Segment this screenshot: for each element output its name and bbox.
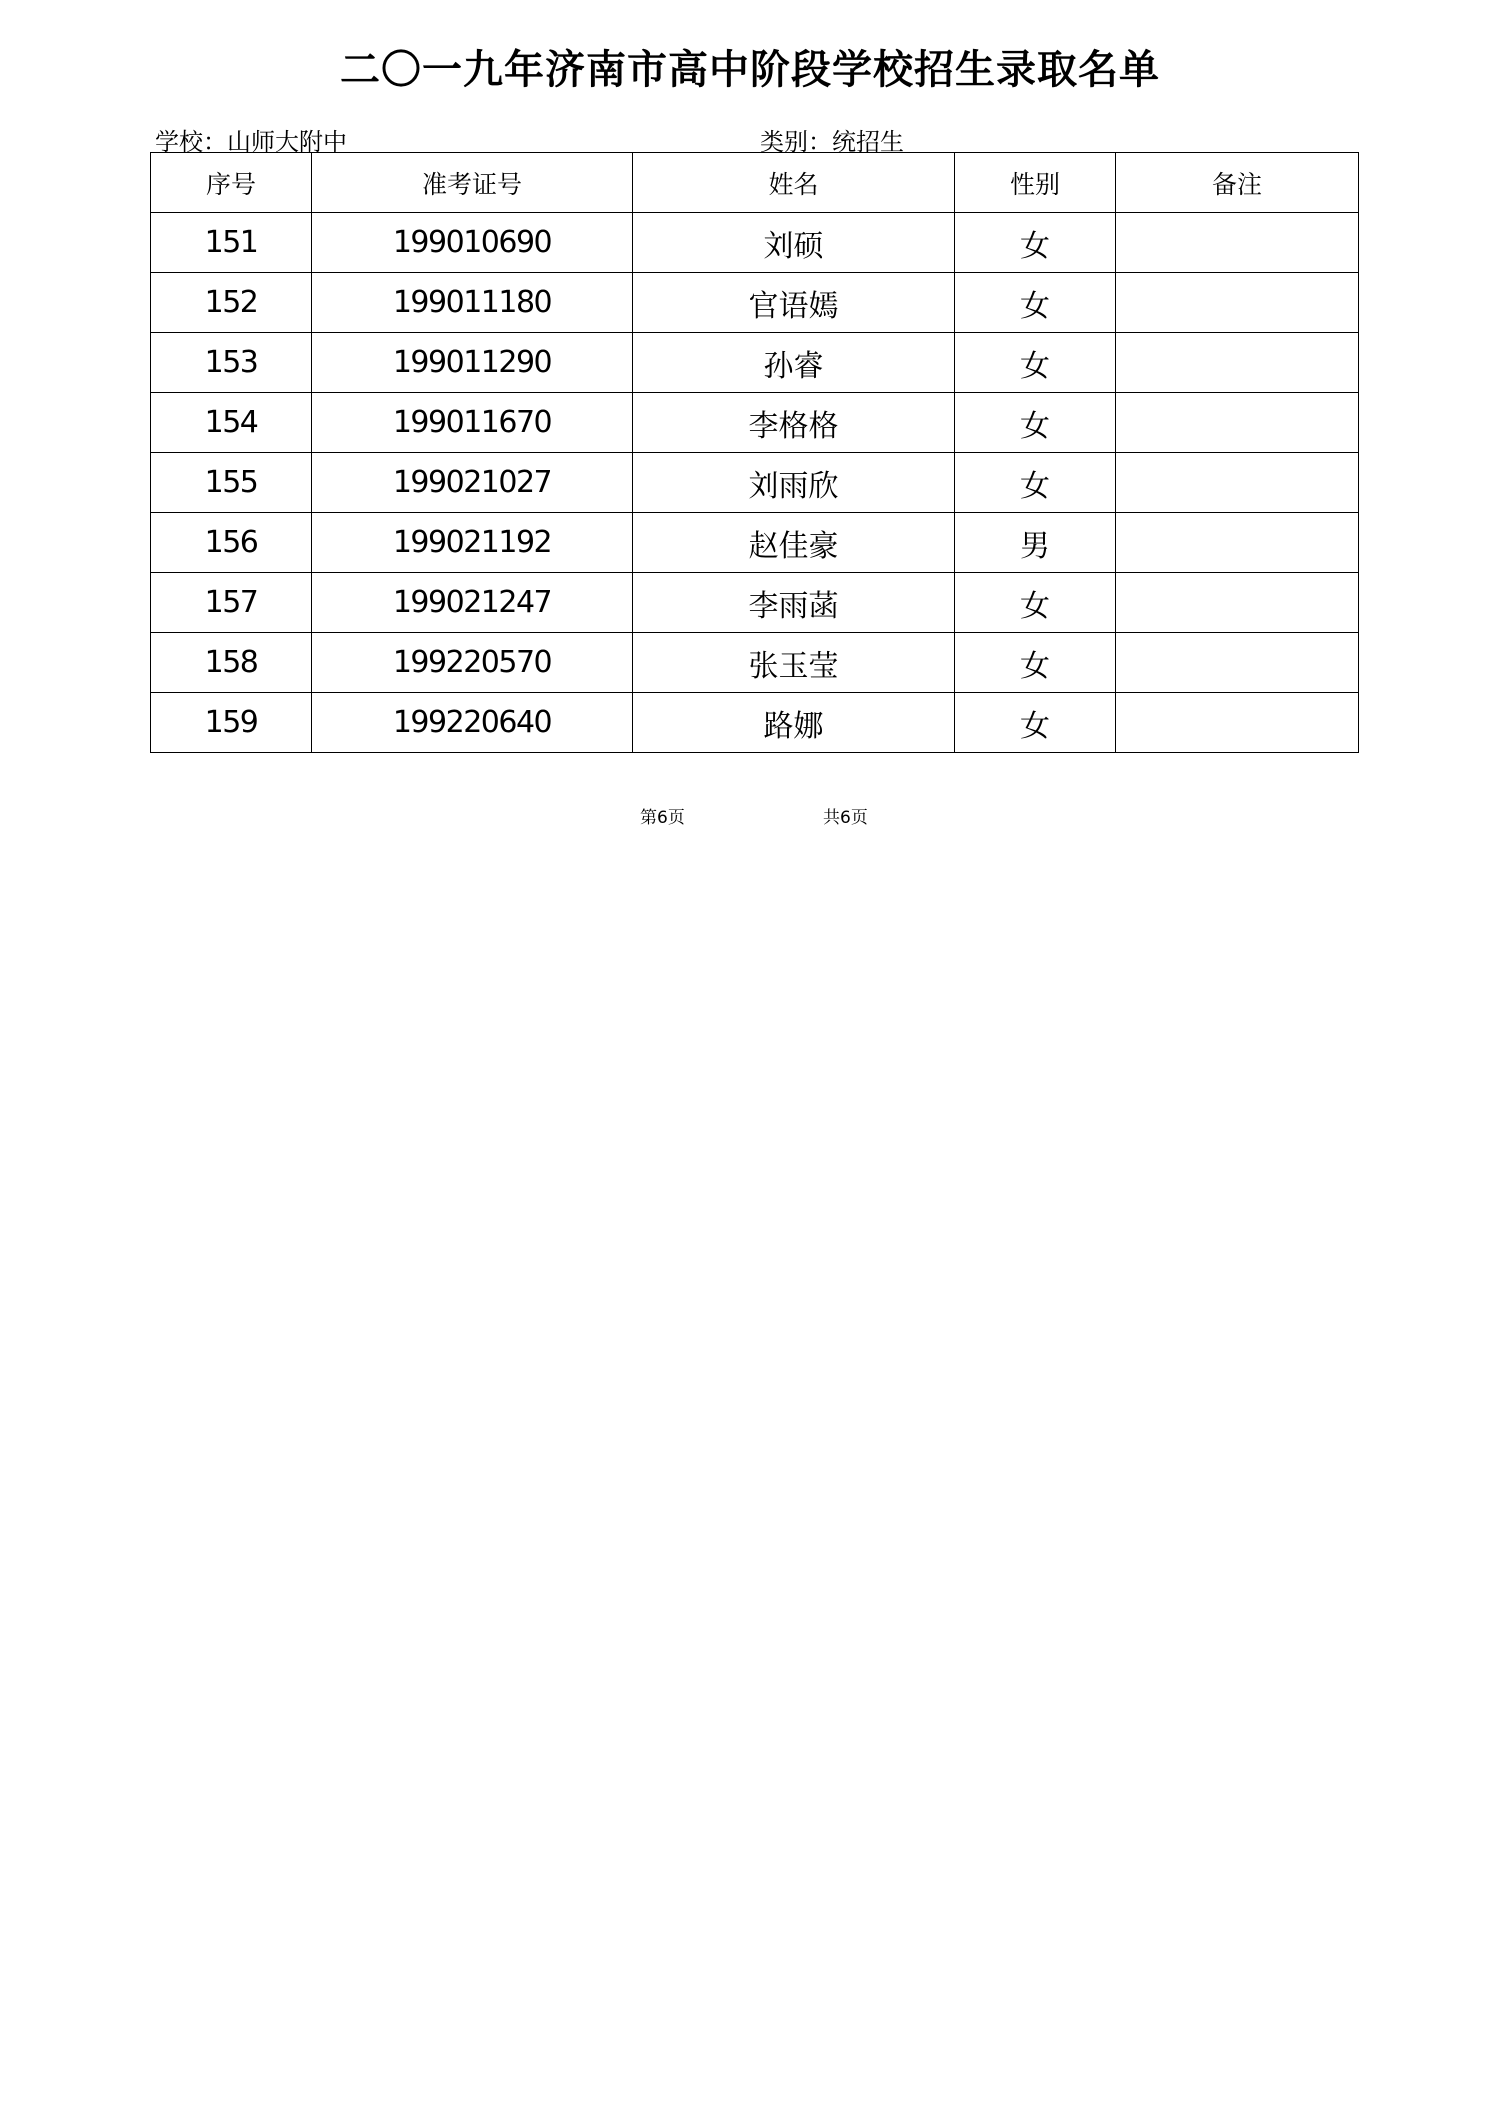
- cell-note: [1116, 213, 1359, 273]
- cell-gender: 女: [955, 633, 1116, 693]
- cell-seq: 157: [151, 573, 312, 633]
- cell-gender: 女: [955, 693, 1116, 753]
- header-exam-no: 准考证号: [312, 153, 633, 213]
- page-total: 共6页: [823, 808, 868, 828]
- cell-name: 路娜: [633, 693, 955, 753]
- cell-gender: 女: [955, 453, 1116, 513]
- cell-name: 孙睿: [633, 333, 955, 393]
- table-row: [151, 273, 1359, 333]
- cell-seq: 156: [151, 513, 312, 573]
- cell-name: 赵佳豪: [633, 513, 955, 573]
- cell-name: 李格格: [633, 393, 955, 453]
- cell-note: [1116, 393, 1359, 453]
- cell-gender: 女: [955, 573, 1116, 633]
- header-seq: 序号: [151, 153, 312, 213]
- cell-exam-no: 199021247: [312, 573, 633, 633]
- table-row: [151, 453, 1359, 513]
- cell-name: 李雨菡: [633, 573, 955, 633]
- table-row: [151, 513, 1359, 573]
- cell-exam-no: 199011290: [312, 333, 633, 393]
- table-row: [151, 393, 1359, 453]
- table-row: [151, 213, 1359, 273]
- cell-seq: 159: [151, 693, 312, 753]
- cell-exam-no: 199021192: [312, 513, 633, 573]
- table-row: [151, 693, 1359, 753]
- cell-seq: 153: [151, 333, 312, 393]
- cell-note: [1116, 513, 1359, 573]
- cell-name: 刘硕: [633, 213, 955, 273]
- cell-seq: 152: [151, 273, 312, 333]
- table-row: [151, 333, 1359, 393]
- cell-seq: 155: [151, 453, 312, 513]
- cell-seq: 154: [151, 393, 312, 453]
- cell-gender: 女: [955, 393, 1116, 453]
- cell-exam-no: 199011180: [312, 273, 633, 333]
- cell-note: [1116, 633, 1359, 693]
- cell-exam-no: 199220640: [312, 693, 633, 753]
- table-row: [151, 633, 1359, 693]
- school-label: 学校：山师大附中: [155, 128, 347, 156]
- cell-exam-no: 199220570: [312, 633, 633, 693]
- cell-seq: 158: [151, 633, 312, 693]
- cell-note: [1116, 273, 1359, 333]
- page-number: 第6页: [640, 808, 685, 828]
- cell-gender: 女: [955, 213, 1116, 273]
- cell-seq: 151: [151, 213, 312, 273]
- cell-exam-no: 199010690: [312, 213, 633, 273]
- cell-note: [1116, 573, 1359, 633]
- cell-gender: 女: [955, 333, 1116, 393]
- category-label: 类别：统招生: [760, 128, 904, 156]
- admission-table: [150, 152, 1359, 753]
- header-gender: 性别: [955, 153, 1116, 213]
- header-name: 姓名: [633, 153, 955, 213]
- cell-note: [1116, 453, 1359, 513]
- cell-name: 张玉莹: [633, 633, 955, 693]
- table-header-row: [151, 153, 1359, 213]
- cell-exam-no: 199021027: [312, 453, 633, 513]
- cell-note: [1116, 693, 1359, 753]
- cell-name: 官语嫣: [633, 273, 955, 333]
- cell-exam-no: 199011670: [312, 393, 633, 453]
- cell-gender: 女: [955, 273, 1116, 333]
- table-row: [151, 573, 1359, 633]
- cell-name: 刘雨欣: [633, 453, 955, 513]
- header-note: 备注: [1116, 153, 1359, 213]
- page-title: 二〇一九年济南市高中阶段学校招生录取名单: [340, 47, 1160, 93]
- cell-gender: 男: [955, 513, 1116, 573]
- cell-note: [1116, 333, 1359, 393]
